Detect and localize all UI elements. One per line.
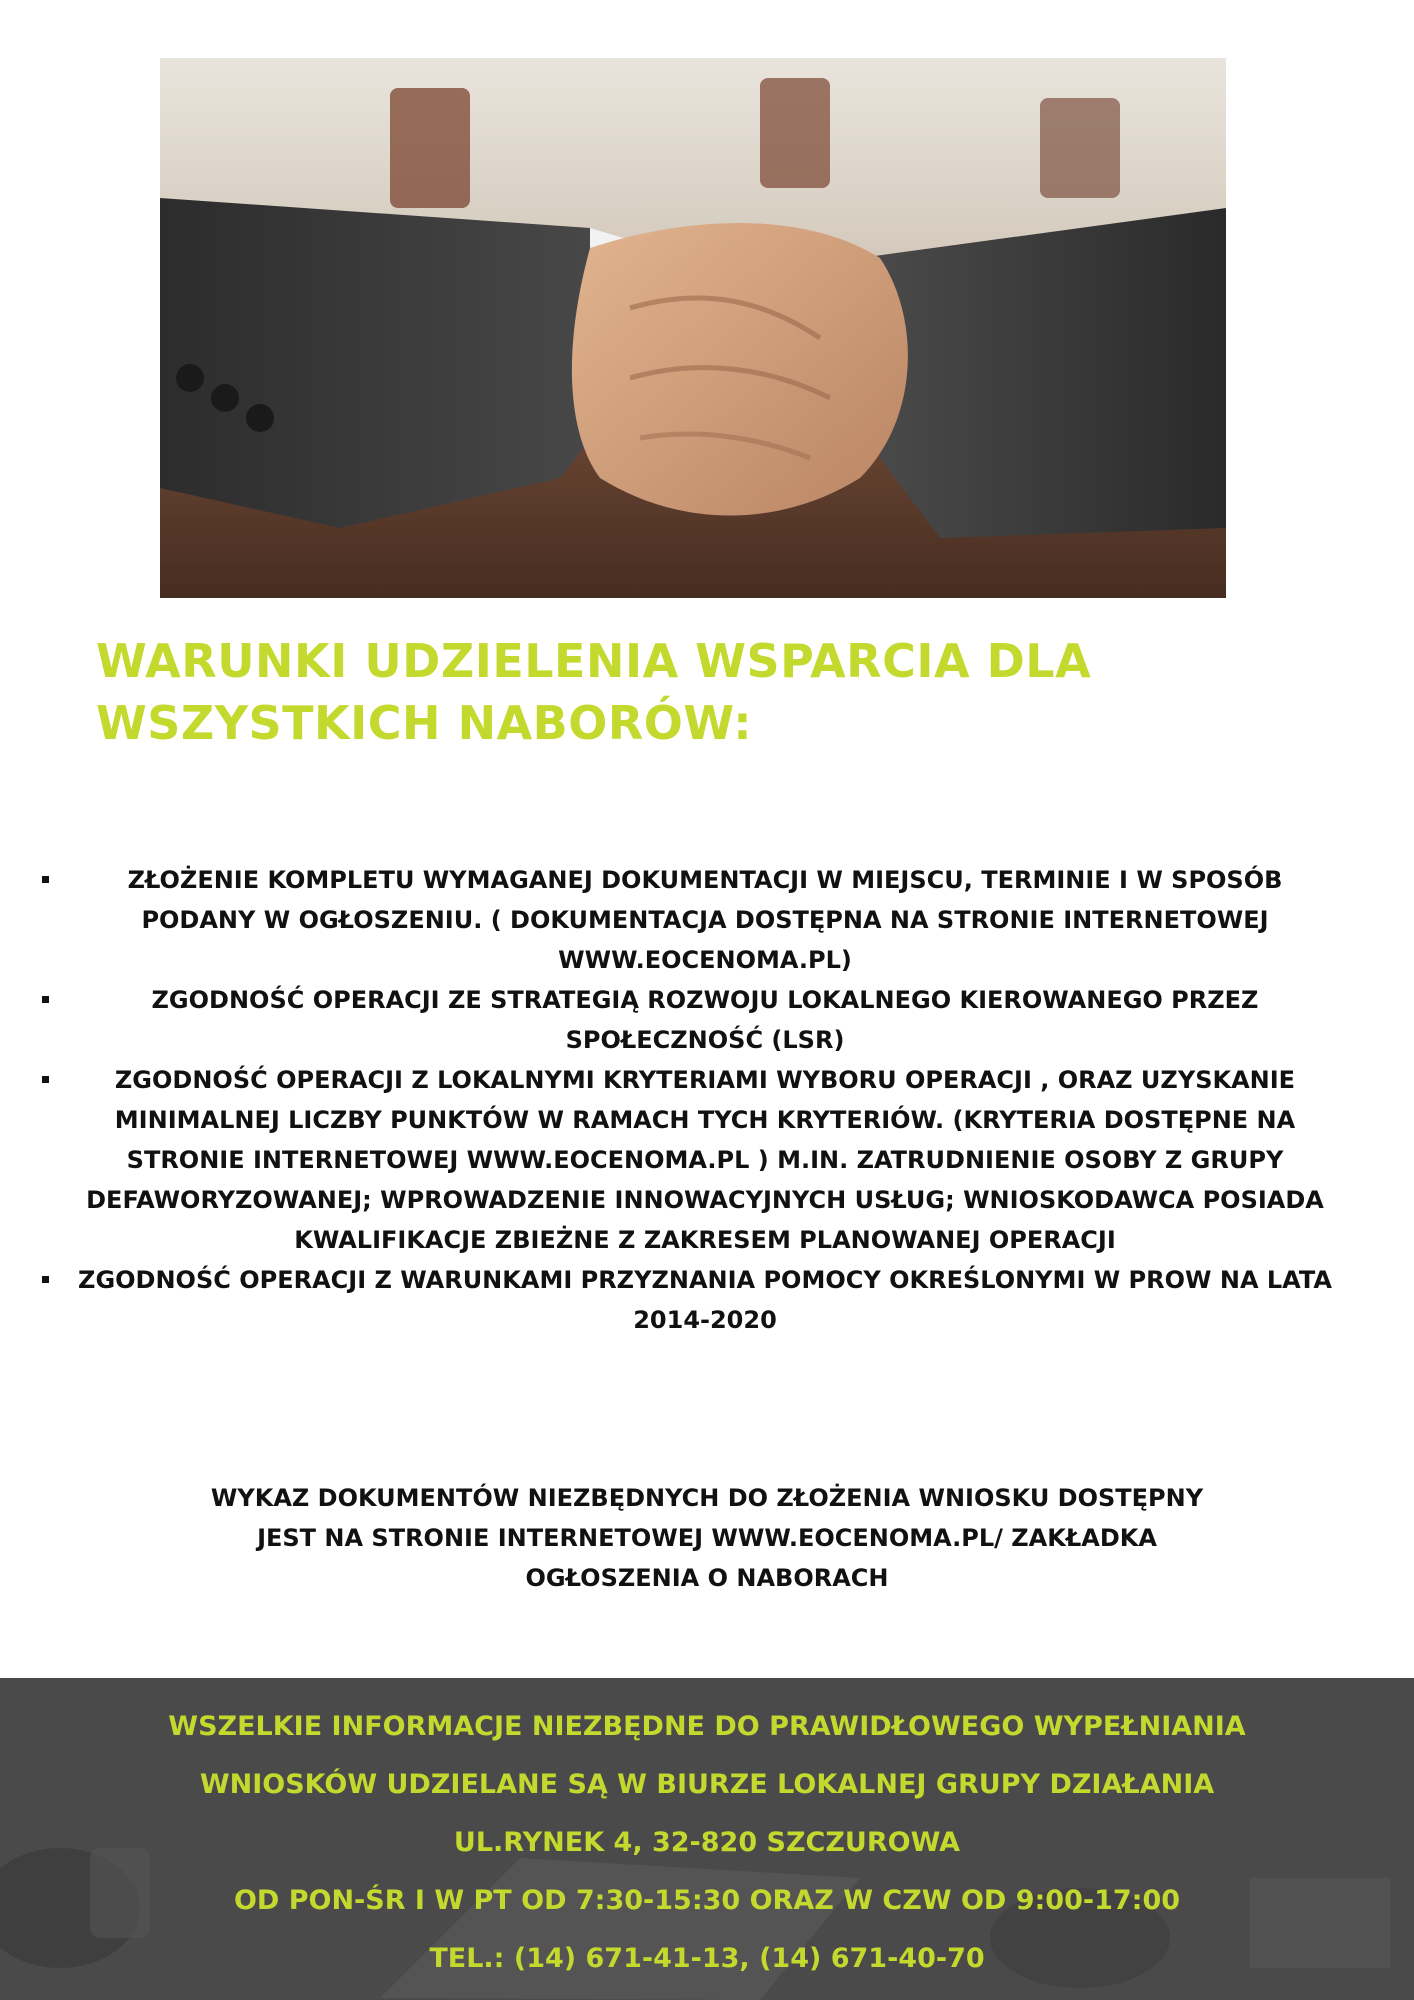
hero-image [160, 58, 1226, 598]
bullet-icon [42, 996, 49, 1003]
condition-text: ZGODNOŚĆ OPERACJI ZE STRATEGIĄ ROZWOJU LOKALNEGO KIEROWANEGO PRZEZ SPOŁECZNOŚĆ (LSR) [151, 986, 1259, 1054]
condition-item [30, 980, 1360, 1060]
documents-note-line-2: JEST NA STRONIE INTERNETOWEJ WWW.EOCENOMA.PL/ ZAKŁADKA [257, 1524, 1157, 1552]
condition-text: ZGODNOŚĆ OPERACJI Z WARUNKAMI PRZYZNANIA POMOCY OKREŚLONYMI W PROW NA LATA 2014-2020 [78, 1266, 1332, 1334]
condition-item [30, 1260, 1360, 1340]
headline [96, 630, 1196, 754]
info-line-2: WNIOSKÓW UDZIELANE SĄ W BIURZE LOKALNEJ GRUPY DZIAŁANIA [199, 1769, 1215, 1800]
documents-note-line-1: WYKAZ DOKUMENTÓW NIEZBĘDNYCH DO ZŁOŻENIA WNIOSKU DOSTĘPNY [210, 1484, 1204, 1512]
condition-text: ZGODNOŚĆ OPERACJI Z LOKALNYMI KRYTERIAMI WYBORU OPERACJI , ORAZ UZYSKANIE MINIMALNEJ LICZBY PUNKTÓW W RAMACH TYCH KRYTERIÓW. (KRYTERIA DOSTĘPNE NA STRONIE INTERNETOWEJ WWW.EOCENOMA.PL ) M.IN. ZATRUDNIENIE OSOBY Z GRUPY DEFAWORYZOWANEJ; WPROWADZENIE INNOWACYJNYCH USŁUG; WNIOSKODAWCA POSIADA KWALIFIKACJE ZBIEŻNE Z ZAKRESEM PLANOWANEJ OPERACJI [86, 1066, 1324, 1254]
phone-numbers: TEL.: (14) 671-41-13, (14) 671-40-70 [429, 1943, 985, 1974]
office-address: UL.RYNEK 4, 32-820 SZCZUROWA [453, 1827, 961, 1858]
bullet-icon [42, 876, 49, 883]
conditions-list [30, 860, 1360, 1340]
info-line-1: WSZELKIE INFORMACJE NIEZBĘDNE DO PRAWIDŁOWEGO WYPEŁNIANIA [168, 1711, 1246, 1742]
bullet-icon [42, 1076, 49, 1083]
condition-item [30, 1060, 1360, 1260]
condition-text: ZŁOŻENIE KOMPLETU WYMAGANEJ DOKUMENTACJI W MIEJSCU, TERMINIE I W SPOSÓB PODANY W OGŁOSZENIU. ( DOKUMENTACJA DOSTĘPNA NA STRONIE INTERNETOWEJ WWW.EOCENOMA.PL) [127, 866, 1283, 974]
bullet-icon [42, 1276, 49, 1283]
headline-line-1: WARUNKI UDZIELENIA WSPARCIA DLA [96, 634, 1092, 688]
condition-item [30, 860, 1360, 980]
office-hours: OD PON-ŚR I W PT OD 7:30-15:30 ORAZ W CZW OD 9:00-17:00 [233, 1885, 1181, 1916]
contact-info [0, 1698, 1414, 1988]
contact-footer [0, 1678, 1414, 2000]
documents-note [100, 1478, 1314, 1598]
headline-line-2: WSZYSTKICH NABORÓW: [96, 696, 753, 750]
documents-note-line-3: OGŁOSZENIA O NABORACH [525, 1564, 889, 1592]
handshake-illustration [160, 58, 1226, 598]
